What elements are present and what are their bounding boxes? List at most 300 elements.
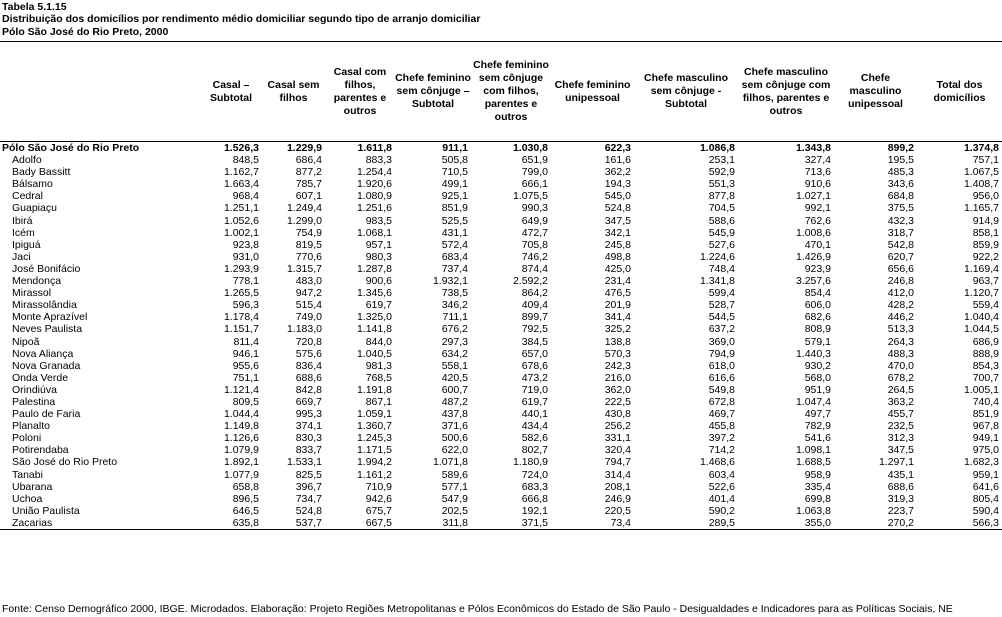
- table-cell: 455,8: [708, 420, 735, 433]
- table-cell: 289,5: [634, 517, 738, 530]
- table-row: [0, 493, 1002, 505]
- table-row: [0, 384, 1002, 396]
- table-cell: 635,8: [200, 517, 262, 530]
- table-cell: 347,5: [604, 214, 631, 227]
- table-cell: 1.027,1: [795, 190, 831, 203]
- table-cell: 425,0: [604, 262, 631, 275]
- table-cell: 819,5: [295, 238, 322, 251]
- table-cell: 201,9: [604, 299, 631, 312]
- table-cell: 1.994,2: [356, 456, 392, 469]
- row-label: Zacarias: [0, 517, 200, 530]
- table-cell: 963,7: [972, 275, 999, 288]
- column-header: Chefe feminino unipessoal: [551, 42, 634, 142]
- row-label: Bady Bassitt: [12, 166, 71, 179]
- table-cell: 1.249,4: [286, 202, 322, 215]
- table-cell: 216,0: [604, 371, 631, 384]
- column-header: Chefe masculino sem cônjuge com filhos, parentes e outros: [738, 42, 834, 142]
- table-cell: 1.229,9: [286, 142, 322, 154]
- table-cell: 649,9: [521, 214, 548, 227]
- row-label: Nova Aliança: [12, 347, 74, 360]
- table-cell: 682,6: [804, 311, 831, 324]
- table-cell: 264,3: [887, 335, 914, 348]
- table-cell: 958,9: [804, 468, 831, 481]
- table-cell: 1.297,1: [878, 456, 914, 469]
- table-row: [0, 275, 1002, 287]
- table-cell: 246,9: [604, 492, 631, 505]
- table-cell: 751,1: [232, 371, 259, 384]
- table-cell: 1.345,6: [356, 287, 392, 300]
- row-label: Guapiaçu: [12, 202, 57, 215]
- table-row: [0, 505, 1002, 517]
- table-row: [0, 251, 1002, 263]
- table-cell: 192,1: [521, 504, 548, 517]
- table-cell: 842,8: [295, 383, 322, 396]
- table-description: Distribuição dos domicílios por rendimento médio domiciliar segundo tipo de arranjo domiciliar: [2, 13, 481, 25]
- table-cell: 930,2: [804, 359, 831, 372]
- table-cell: 981,3: [365, 359, 392, 372]
- row-label: Mirassol: [12, 287, 52, 300]
- table-cell: 951,9: [804, 383, 831, 396]
- table-cell: 1.079,9: [223, 444, 259, 457]
- table-cell: 877,2: [295, 166, 322, 179]
- table-row: [0, 166, 1002, 178]
- table-cell: 588,6: [708, 214, 735, 227]
- table-cell: 619,7: [521, 395, 548, 408]
- table-cell: 1.165,7: [963, 202, 999, 215]
- table-cell: 925,1: [441, 190, 468, 203]
- table-cell: 335,4: [804, 480, 831, 493]
- table-cell: 231,4: [604, 275, 631, 288]
- table-cell: 606,0: [804, 299, 831, 312]
- table-cell: 851,9: [441, 202, 468, 215]
- table-cell: 711,1: [442, 311, 468, 324]
- table-cell: 686,9: [972, 335, 999, 348]
- table-cell: 620,7: [887, 250, 914, 263]
- row-label: Paulo de Faria: [12, 408, 81, 421]
- table-cell: 396,7: [295, 480, 322, 493]
- table-cell: 864,2: [521, 287, 548, 300]
- table-cell: 1.162,7: [223, 166, 259, 179]
- table-cell: 1.180,9: [512, 456, 548, 469]
- table-cell: 194,3: [604, 178, 631, 191]
- table-cell: 757,1: [972, 154, 999, 167]
- table-cell: 1.287,8: [356, 262, 392, 275]
- row-label: Nipoã: [12, 335, 40, 348]
- table-row: [0, 323, 1002, 335]
- table-cell: 1.149,8: [223, 420, 259, 433]
- table-cell: 1.315,7: [286, 262, 322, 275]
- table-cell: 705,8: [521, 238, 548, 251]
- table-cell: 525,5: [441, 214, 468, 227]
- table-cell: 622,0: [441, 444, 468, 457]
- table-cell: 618,0: [708, 359, 735, 372]
- table-cell: 802,7: [521, 444, 548, 457]
- row-label: Palestina: [12, 395, 56, 408]
- table-cell: 714,2: [708, 444, 735, 457]
- table-cell: 1.920,6: [356, 178, 392, 191]
- table-cell: 656,6: [887, 262, 914, 275]
- table-cell: 848,5: [232, 154, 259, 167]
- table-cell: 1.141,8: [356, 323, 392, 336]
- column-header: Chefe masculino sem cônjuge - Subtotal: [634, 42, 738, 142]
- table-cell: 1.526,3: [223, 142, 259, 154]
- table-cell: 1.030,8: [512, 142, 548, 154]
- table-cell: 686,4: [295, 154, 322, 167]
- table-cell: 768,5: [365, 371, 392, 384]
- table-cell: 646,5: [232, 504, 259, 517]
- table-cell: 637,2: [708, 323, 735, 336]
- table-cell: 1.002,1: [223, 226, 259, 239]
- table-cell: 314,4: [604, 468, 631, 481]
- table-cell: 676,2: [441, 323, 468, 336]
- table-cell: 616,6: [708, 371, 735, 384]
- table-cell: 362,0: [604, 383, 631, 396]
- table-cell: 498,8: [604, 250, 631, 263]
- table-cell: 990,3: [521, 202, 548, 215]
- table-cell: 440,1: [521, 408, 548, 421]
- table-cell: 572,4: [441, 238, 468, 251]
- table-cell: 910,6: [804, 178, 831, 191]
- table-cell: 600,7: [441, 383, 468, 396]
- table-cell: 579,1: [804, 335, 831, 348]
- table-row: [0, 348, 1002, 360]
- table-cell: 805,4: [972, 492, 999, 505]
- row-label: Uchoa: [12, 492, 43, 505]
- table-cell: 770,6: [295, 250, 322, 263]
- table-cell: 967,8: [972, 420, 999, 433]
- table-cell: 577,1: [441, 480, 468, 493]
- table-row: [0, 432, 1002, 444]
- table-cell: 1.086,8: [699, 142, 735, 154]
- table-cell: 1.052,6: [223, 214, 259, 227]
- table-cell: 1.005,1: [963, 383, 999, 396]
- table-cell: 559,4: [972, 299, 999, 312]
- row-label: Orindiúva: [12, 383, 57, 396]
- table-cell: 1.360,7: [356, 420, 392, 433]
- table-cell: 833,7: [295, 444, 322, 457]
- table-cell: 896,5: [232, 492, 259, 505]
- column-header: Chefe feminino sem cônjuge – Subtotal: [395, 42, 471, 142]
- table-cell: 544,5: [708, 311, 735, 324]
- table-cell: 1.068,1: [356, 226, 392, 239]
- table-cell: 599,4: [708, 287, 735, 300]
- table-region-year: Pólo São José do Rio Preto, 2000: [2, 26, 169, 38]
- column-header: Casal com filhos, parentes e outros: [325, 42, 395, 142]
- table-cell: 658,8: [232, 480, 259, 493]
- data-table: [0, 41, 1002, 530]
- table-cell: 270,2: [834, 517, 917, 530]
- table-cell: 1.293,9: [223, 262, 259, 275]
- table-cell: 1.171,5: [356, 444, 392, 457]
- table-cell: 792,5: [521, 323, 548, 336]
- table-row: [0, 396, 1002, 408]
- table-cell: 455,7: [887, 408, 914, 421]
- table-cell: 854,4: [804, 287, 831, 300]
- table-cell: 362,2: [604, 166, 631, 179]
- table-cell: 710,9: [365, 480, 392, 493]
- row-label: Poloni: [12, 432, 42, 445]
- table-row: [0, 372, 1002, 384]
- table-cell: 1.183,0: [286, 323, 322, 336]
- table-cell: 195,5: [887, 154, 914, 167]
- table-cell: 900,6: [365, 275, 392, 288]
- table-cell: 558,1: [441, 359, 468, 372]
- table-cell: 528,7: [708, 299, 735, 312]
- table-cell: 161,6: [604, 154, 631, 167]
- table-cell: 947,2: [295, 287, 322, 300]
- table-cell: 497,7: [804, 408, 831, 421]
- table-cell: 524,8: [604, 202, 631, 215]
- table-cell: 854,3: [972, 359, 999, 372]
- table-cell: 371,6: [441, 420, 468, 433]
- table-cell: 1.067,5: [963, 166, 999, 179]
- table-cell: 527,6: [708, 238, 735, 251]
- table-cell: 1.611,8: [357, 142, 392, 154]
- table-cell: 888,9: [972, 347, 999, 360]
- table-cell: 343,6: [887, 178, 914, 191]
- table-row: [0, 202, 1002, 214]
- table-cell: 688,6: [887, 480, 914, 493]
- table-cell: 434,4: [521, 420, 548, 433]
- table-cell: 341,4: [604, 311, 631, 324]
- table-cell: 734,7: [295, 492, 322, 505]
- table-cell: 401,4: [708, 492, 735, 505]
- table-cell: 830,3: [295, 432, 322, 445]
- table-cell: 922,2: [972, 250, 999, 263]
- row-label: Pólo São José do Rio Preto: [2, 142, 140, 154]
- row-label: Ibirá: [12, 214, 33, 227]
- table-row-total: [0, 142, 1002, 155]
- table-cell: 432,3: [887, 214, 914, 227]
- table-cell: 1.325,0: [356, 311, 392, 324]
- row-label: Onda Verde: [12, 371, 69, 384]
- table-cell: 1.892,1: [223, 456, 259, 469]
- table-cell: 1.224,6: [699, 250, 735, 263]
- table-cell: 1.169,4: [963, 262, 999, 275]
- table-cell: 622,3: [604, 142, 631, 154]
- table-cell: 754,9: [295, 226, 322, 239]
- table-cell: 582,6: [521, 432, 548, 445]
- table-cell: 138,8: [604, 335, 631, 348]
- row-label: Planalto: [12, 420, 50, 433]
- table-cell: 253,1: [708, 154, 735, 167]
- table-cell: 1.299,0: [286, 214, 322, 227]
- table-cell: 968,4: [232, 190, 259, 203]
- table-cell: 923,9: [804, 262, 831, 275]
- table-cell: 844,0: [365, 335, 392, 348]
- table-cell: 570,3: [604, 347, 631, 360]
- table-row: [0, 190, 1002, 202]
- table-cell: 320,4: [604, 444, 631, 457]
- table-cell: 242,3: [604, 359, 631, 372]
- table-cell: 384,5: [521, 335, 548, 348]
- table-cell: 836,4: [295, 359, 322, 372]
- table-cell: 859,9: [972, 238, 999, 251]
- table-cell: 666,8: [521, 492, 548, 505]
- table-cell: 483,0: [295, 275, 322, 288]
- table-cell: 782,9: [804, 420, 831, 433]
- table-cell: 738,5: [441, 287, 468, 300]
- table-cell: 719,0: [521, 383, 548, 396]
- table-cell: 513,3: [887, 323, 914, 336]
- table-cell: 371,5: [471, 517, 551, 530]
- table-cell: 867,1: [365, 395, 392, 408]
- table-cell: 446,2: [887, 311, 914, 324]
- table-cell: 666,1: [521, 178, 548, 191]
- table-number: Tabela 5.1.15: [2, 1, 67, 13]
- row-label: Mirassolândia: [12, 299, 77, 312]
- table-cell: 223,7: [887, 504, 914, 517]
- table-cell: 995,3: [295, 408, 322, 421]
- row-label: São José do Rio Preto: [12, 456, 118, 469]
- table-cell: 809,5: [232, 395, 259, 408]
- table-cell: 1.178,4: [223, 311, 259, 324]
- table-cell: 325,2: [604, 323, 631, 336]
- table-cell: 500,6: [441, 432, 468, 445]
- table-cell: 877,8: [708, 190, 735, 203]
- table-cell: 956,0: [972, 190, 999, 203]
- table-cell: 575,6: [295, 347, 322, 360]
- table-cell: 811,4: [233, 335, 259, 348]
- table-cell: 232,5: [887, 420, 914, 433]
- row-label: Jaci: [12, 250, 31, 263]
- table-cell: 955,6: [232, 359, 259, 372]
- table-cell: 220,5: [604, 504, 631, 517]
- table-cell: 319,3: [887, 492, 914, 505]
- table-cell: 374,1: [295, 420, 322, 433]
- row-label: Adolfo: [12, 154, 42, 167]
- table-cell: 1.688,5: [795, 456, 831, 469]
- table-row: [0, 469, 1002, 481]
- table-cell: 1.047,4: [795, 395, 831, 408]
- table-cell: 1.254,4: [356, 166, 392, 179]
- table-row: [0, 336, 1002, 348]
- header-row: [0, 42, 1002, 142]
- column-header: Casal – Subtotal: [200, 42, 262, 142]
- table-cell: 1.341,8: [699, 275, 735, 288]
- table-cell: 397,2: [708, 432, 735, 445]
- table-cell: 942,6: [365, 492, 392, 505]
- table-cell: 992,1: [804, 202, 831, 215]
- row-label: Tanabi: [12, 468, 43, 481]
- table-cell: 607,1: [295, 190, 322, 203]
- table-cell: 347,5: [887, 444, 914, 457]
- table-cell: 700,7: [972, 371, 999, 384]
- row-label: Icém: [12, 226, 35, 239]
- table-cell: 1.251,6: [356, 202, 392, 215]
- table-cell: 1.191,8: [356, 383, 392, 396]
- table-cell: 1.059,1: [356, 408, 392, 421]
- table-row: [0, 444, 1002, 456]
- table-row: [0, 420, 1002, 432]
- table-row: [0, 481, 1002, 493]
- table-cell: 825,5: [295, 468, 322, 481]
- table-row: [0, 456, 1002, 468]
- table-cell: 420,5: [441, 371, 468, 384]
- table-cell: 363,2: [887, 395, 914, 408]
- table-cell: 409,4: [521, 299, 548, 312]
- row-label: Ipiguá: [12, 238, 41, 251]
- table-cell: 549,8: [708, 383, 735, 396]
- table-cell: 499,1: [441, 178, 468, 191]
- table-cell: 331,1: [604, 432, 631, 445]
- table-cell: 1.161,2: [356, 468, 392, 481]
- table-cell: 746,2: [521, 250, 548, 263]
- table-cell: 657,0: [521, 347, 548, 360]
- table-cell: 1.682,3: [963, 456, 999, 469]
- table-cell: 740,4: [972, 395, 999, 408]
- table-cell: 469,7: [708, 408, 735, 421]
- table-cell: 975,0: [972, 444, 999, 457]
- table-cell: 311,8: [395, 517, 471, 530]
- table-row: [0, 227, 1002, 239]
- table-cell: 851,9: [972, 408, 999, 421]
- row-label: União Paulista: [12, 504, 80, 517]
- table-cell: 785,7: [295, 178, 322, 191]
- table-cell: 1.063,8: [795, 504, 831, 517]
- table-cell: 1.098,1: [795, 444, 831, 457]
- table-cell: 246,8: [887, 275, 914, 288]
- table-cell: 1.040,5: [356, 347, 392, 360]
- table-cell: 883,3: [365, 154, 392, 167]
- table-cell: 327,4: [804, 154, 831, 167]
- table-cell: 634,2: [441, 347, 468, 360]
- table-cell: 1.080,9: [356, 190, 392, 203]
- table-cell: 704,5: [708, 202, 735, 215]
- table-cell: 2.592,2: [512, 275, 548, 288]
- table-cell: 762,6: [804, 214, 831, 227]
- table-cell: 542,8: [887, 238, 914, 251]
- table-cell: 312,3: [887, 432, 914, 445]
- table-cell: 545,9: [708, 226, 735, 239]
- table-cell: 1.426,9: [795, 250, 831, 263]
- row-label: José Bonifácio: [12, 262, 81, 275]
- table-cell: 470,1: [804, 238, 831, 251]
- table-cell: 683,4: [441, 250, 468, 263]
- row-label: Neves Paulista: [12, 323, 83, 336]
- table-cell: 799,0: [521, 166, 548, 179]
- table-row: [0, 215, 1002, 227]
- column-header: Total dos domicílios: [917, 42, 1002, 142]
- table-cell: 603,4: [708, 468, 735, 481]
- table-cell: 1.077,9: [223, 468, 259, 481]
- table-cell: 1.071,8: [432, 456, 468, 469]
- table-cell: 1.040,4: [963, 311, 999, 324]
- table-cell: 651,9: [521, 154, 548, 167]
- table-cell: 1.265,5: [223, 287, 259, 300]
- table-cell: 1.533,1: [286, 456, 322, 469]
- table-cell: 1.121,4: [223, 383, 259, 396]
- table-cell: 568,0: [804, 371, 831, 384]
- row-label: Mendonça: [12, 275, 62, 288]
- table-cell: 794,7: [604, 456, 631, 469]
- table-cell: 524,8: [295, 504, 322, 517]
- table-cell: 858,1: [972, 226, 999, 239]
- row-label: Bálsamo: [12, 178, 53, 191]
- table-cell: 245,8: [604, 238, 631, 251]
- table-cell: 297,3: [441, 335, 468, 348]
- row-label: Potirendaba: [12, 444, 69, 457]
- table-cell: 73,4: [551, 517, 634, 530]
- row-label: Monte Aprazível: [12, 311, 88, 324]
- row-label: Ubarana: [12, 480, 53, 493]
- table-cell: 778,1: [232, 275, 259, 288]
- table-cell: 505,8: [441, 154, 468, 167]
- table-cell: 476,5: [604, 287, 631, 300]
- table-cell: 551,3: [708, 178, 735, 191]
- table-cell: 684,8: [887, 190, 914, 203]
- table-cell: 923,8: [232, 238, 259, 251]
